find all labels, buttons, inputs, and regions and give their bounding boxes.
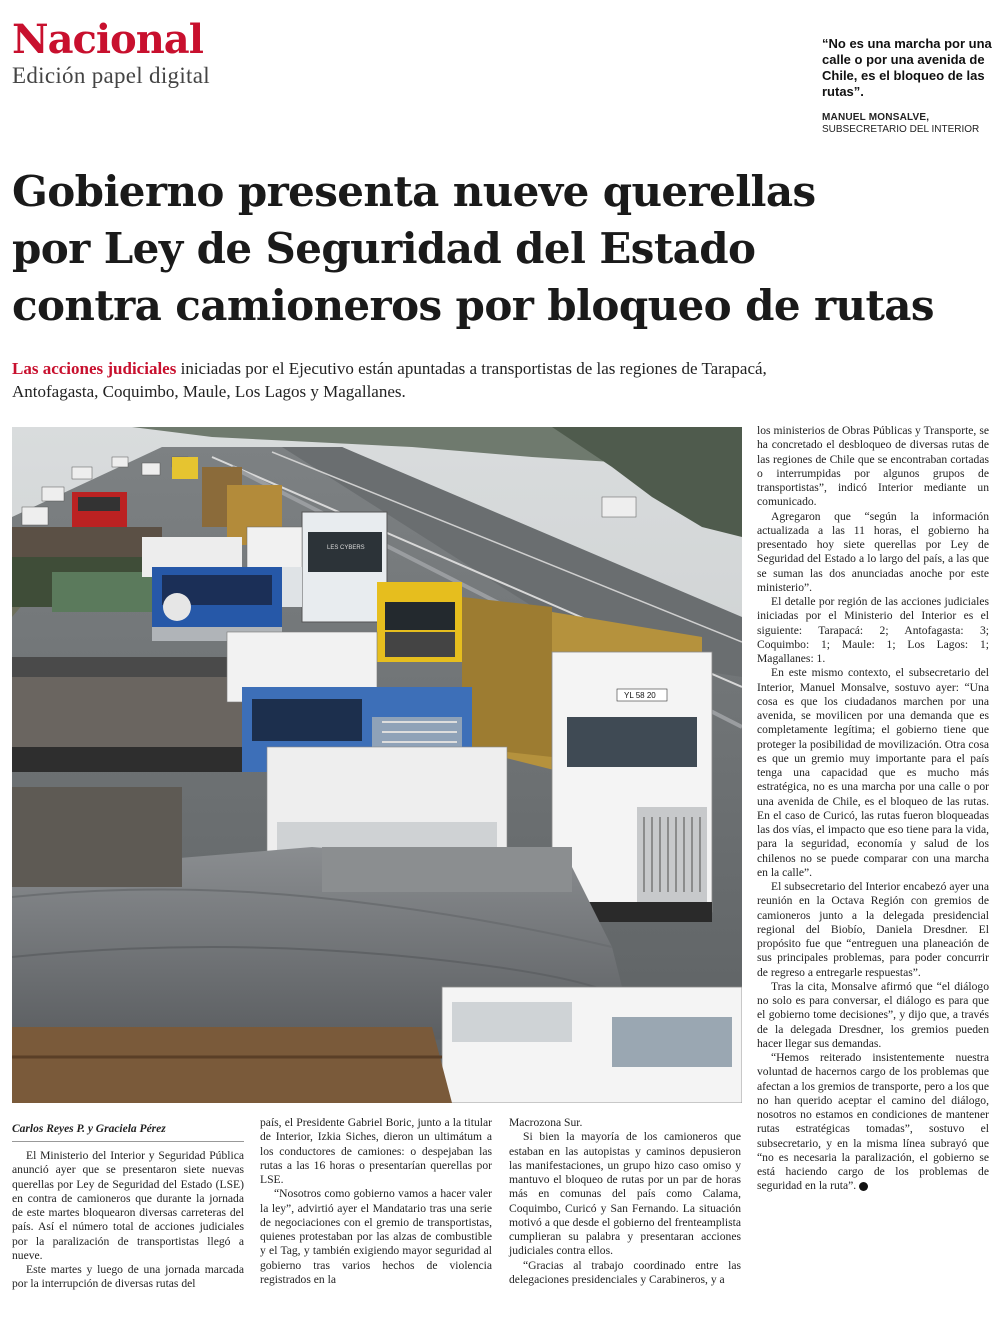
bus-sign-text: LES CYBERS <box>327 545 365 551</box>
article-column-2 <box>260 1116 492 1287</box>
byline: Carlos Reyes P. y Graciela Pérez <box>12 1123 244 1142</box>
lead-text: iniciadas por el Ejecutivo están apuntadas a transportistas de las regiones de Tarapacá, Antofagasta, Coquimbo, Maule, Los Lagos y Magallanes. <box>12 359 767 401</box>
article-column-right <box>757 424 989 1194</box>
headline-line-3: contra camioneros por bloqueo de rutas <box>12 281 934 330</box>
lead-highlight: Las acciones judiciales <box>12 359 177 378</box>
paragraph: Agregaron que “según la información actualizada a las 11 horas, el gobierno ha presentado hoy siete querellas por Ley de Seguridad del Estado a lo largo del país, a las que se suman las dos anunciadas anoche por este ministerio”. <box>757 509 989 594</box>
paragraph: país, el Presidente Gabriel Boric, junto a la titular de Interior, Izkia Siches, dieron un ultimátum a los conductores de camiones: o despejaban las rutas a las 16 horas o presentarían querellas por LSE. <box>260 1116 492 1186</box>
section-title: Nacional <box>12 16 203 63</box>
paragraph-final-text: “Hemos reiterado insistentemente nuestra voluntad de hacernos cargo de los problemas que afectan a los gremios de transporte, pero a los que no han querido aceptar el camino del diálogo, nosotros no estamos en condiciones de mantener rutas estratégicas tomadas”, sostuvo el subsecretario, y en la misma línea subrayó que “no es necesaria la paralización, el gobierno se está haciendo cargo de los problemas de seguridad en la ruta”. <box>757 1051 989 1193</box>
paragraph: Si bien la mayoría de los camioneros que estaban en las autopistas y caminos depusieron las manifestaciones, un grupo hizo caso omiso y mantuvo el bloqueo de rutas por un par de horas más en comunas del país como Calama, Coquimbo, Curicó y San Fernando. La situación motivó a que desde el gobierno del frenteamplista cumplieran su palabra y presentaran acciones judiciales contra ellos. <box>509 1130 741 1258</box>
article-column-1 <box>12 1149 244 1292</box>
headline-line-1: Gobierno presenta nueve querellas <box>12 167 816 216</box>
end-mark-icon <box>859 1182 868 1191</box>
pull-quote-author: MANUEL MONSALVE, <box>822 112 930 123</box>
headline <box>12 163 992 334</box>
paragraph: El detalle por región de las acciones judiciales iniciadas por el Ministerio del Interior es el siguiente: Tarapacá: 2; Antofagasta: 3; Coquimbo: 1; Maule: 1; Los Lagos: 1; Magallanes: 1. <box>757 595 989 665</box>
pull-quote <box>822 36 992 135</box>
paragraph-final <box>757 1051 989 1194</box>
pull-quote-text: “No es una marcha por una calle o por una avenida de Chile, es el bloqueo de las rutas”. <box>822 36 992 99</box>
paragraph: Este martes y luego de una jornada marcada por la interrupción de diversas rutas del <box>12 1263 244 1291</box>
lead-paragraph <box>12 357 802 403</box>
paragraph: Tras la cita, Monsalve afirmó que “el diálogo no solo es para conversar, el diálogo es para que el gobierno tome decisiones”, y dijo que, a través de la delegada Dresdner, los gremios pueden hacer llegar sus demandas. <box>757 979 989 1050</box>
article-photo <box>12 427 742 1103</box>
paragraph: El subsecretario del Interior encabezó ayer una reunión en la Octava Región con gremios de camioneros junto a la delegada presidencial regional del Biobío, Daniela Dresdner. El propósito fue que “entreguen una planeación de sus principales problemas, para poder concurrir de regreso a entregarle respuestas”. <box>757 880 989 979</box>
truck-plate: YL 58 20 <box>624 691 656 700</box>
headline-line-2: por Ley de Seguridad del Estado <box>12 224 756 273</box>
section-subtitle: Edición papel digital <box>12 63 210 88</box>
article-column-3 <box>509 1116 741 1287</box>
paragraph: “Nosotros como gobierno vamos a hacer valer la ley”, advirtió ayer el Mandatario tras una serie de negociaciones con el gremio de transportistas, quienes protestaban por las alzas de combustible y el Tag, y también exigiendo mayor seguridad al gobierno tras varios hechos de violencia registrados en la <box>260 1187 492 1286</box>
section-header <box>12 16 210 89</box>
paragraph: En este mismo contexto, el subsecretario del Interior, Manuel Monsalve, sostuvo ayer: “Una cosa es que los ciudadanos marchen por una avenida, se movilicen por una demanda que es completamente legítima; el gobierno tiene que proteger la posibilidad de movilización. Otra cosa es que un gremio muy importante para el país tenga una capacidad que es mucho más estratégica, no es una marcha por una calle o por una avenida de Chile, es el bloqueo de las rutas. En el caso de Curicó, las rutas fueron bloqueadas las dos vías, el impacto que eso tiene para la vida, para la seguridad, economía y salud de los chilenos no se puede comparar con una marcha en la calle”. <box>757 666 989 879</box>
paragraph: El Ministerio del Interior y Seguridad Pública anunció ayer que se presentaron siete nuevas querellas por Ley de Seguridad del Estado (LSE) en contra de camioneros que durante la jornada de este martes bloquearon diversas carreteras del país. Así el número total de acciones judiciales por la paralización de transportistas llegó a nueve. <box>12 1149 244 1262</box>
paragraph: “Gracias al trabajo coordinado entre las delegaciones presidenciales y Carabineros, y a <box>509 1258 741 1286</box>
paragraph: Macrozona Sur. <box>509 1116 583 1129</box>
pull-quote-role: SUBSECRETARIO DEL INTERIOR <box>822 124 980 135</box>
paragraph: los ministerios de Obras Públicas y Transporte, se ha concretado el desbloqueo de diversas rutas de las regiones de Chile que se encontraban cortadas o interrumpidas por algunos grupos de transportistas”, indicó Interior mediante un comunicado. <box>757 424 989 509</box>
